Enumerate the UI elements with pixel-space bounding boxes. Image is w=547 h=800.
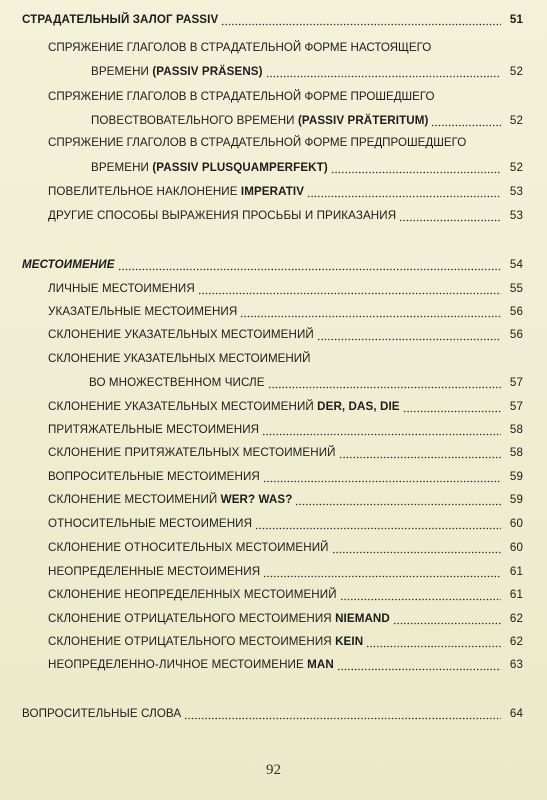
toc-entry-term: KEIN: [335, 635, 364, 648]
dot-leader: [255, 515, 501, 533]
toc-page-number: 53: [509, 209, 523, 222]
toc-entry-imperative: [0, 183, 547, 201]
toc-entry-title: ВОПРОСИТЕЛЬНЫЕ СЛОВА: [22, 707, 182, 720]
dot-leader: [366, 633, 501, 651]
toc-page-number: 58: [509, 423, 523, 436]
toc-page-number: 54: [509, 258, 523, 271]
dot-leader: [339, 444, 501, 462]
toc-entry-title: СПРЯЖЕНИЕ ГЛАГОЛОВ В СТРАДАТЕЛЬНОЙ ФОРМЕ ПРОШЕДШЕГО: [48, 90, 435, 103]
dot-leader: [221, 11, 501, 29]
toc-entry-interrogative-pronouns: [0, 468, 547, 486]
toc-entry-title: ДРУГИЕ СПОСОБЫ ВЫРАЖЕНИЯ ПРОСЬБЫ И ПРИКАЗАНИЯ: [48, 209, 397, 222]
toc-page-number: 52: [509, 114, 523, 127]
toc-entry-man: [0, 656, 547, 674]
toc-entry-term: IMPERATIV: [240, 185, 305, 198]
toc-entry-term: (PASSIV PLUSQUAMPERFEKT): [152, 161, 328, 174]
toc-page-number: 62: [509, 612, 523, 625]
toc-entry-demonstrative-plural: [0, 374, 547, 392]
toc-entry-title: ВО МНОЖЕСТВЕННОМ ЧИСЛЕ: [89, 376, 265, 389]
toc-entry-title: СКЛОНЕНИЕ МЕСТОИМЕНИЙ: [48, 493, 221, 506]
dot-leader: [332, 539, 501, 557]
toc-entry-wer-was: [0, 491, 547, 509]
toc-entry-title: ПОВЕЛИТЕЛЬНОЕ НАКЛОНЕНИЕ: [48, 185, 241, 198]
toc-page-number: 62: [509, 635, 523, 648]
toc-page-number: 57: [509, 400, 523, 413]
toc-entry-title: СПРЯЖЕНИЕ ГЛАГОЛОВ В СТРАДАТЕЛЬНОЙ ФОРМЕ ПРЕДПРОШЕДШЕГО: [48, 136, 467, 149]
toc-entry-term: MAN: [307, 658, 334, 671]
dot-leader: [317, 326, 501, 344]
dot-leader: [331, 159, 501, 177]
toc-entry-present-passive: [0, 63, 547, 81]
dot-leader: [399, 207, 501, 225]
page-number: 92: [266, 762, 281, 778]
toc-entry-title: СКЛОНЕНИЕ УКАЗАТЕЛЬНЫХ МЕСТОИМЕНИЙ: [48, 328, 314, 341]
toc-entry-title: НЕОПРЕДЕЛЕННО-ЛИЧНОЕ МЕСТОИМЕНИЕ: [48, 658, 308, 671]
toc-entry-title: ПРИТЯЖАТЕЛЬНЫЕ МЕСТОИМЕНИЯ: [48, 423, 260, 436]
toc-page-number: 55: [509, 282, 523, 295]
toc-entry-title: СПРЯЖЕНИЕ ГЛАГОЛОВ В СТРАДАТЕЛЬНОЙ ФОРМЕ НАСТОЯЩЕГО: [48, 41, 432, 54]
toc-entry-title: СКЛОНЕНИЕ ПРИТЯЖАТЕЛЬНЫХ МЕСТОИМЕНИЙ: [48, 446, 336, 459]
dot-leader: [118, 256, 501, 274]
dot-leader: [263, 468, 501, 486]
toc-entry-title: СКЛОНЕНИЕ УКАЗАТЕЛЬНЫХ МЕСТОИМЕНИЙ: [48, 352, 311, 365]
toc-entry-title: МЕСТОИМЕНИЕ: [22, 258, 115, 271]
toc-entry-present-passive-line1: [0, 39, 547, 57]
toc-page-number: 59: [509, 493, 523, 506]
dot-leader: [295, 491, 501, 509]
dot-leader: [431, 112, 501, 130]
toc-entry-personal-pronouns: [0, 280, 547, 298]
toc-page-number: 52: [509, 65, 523, 78]
toc-page-number: 64: [509, 707, 523, 720]
dot-leader: [240, 303, 501, 321]
toc-page-number: 60: [509, 517, 523, 530]
toc-entry-title: СКЛОНЕНИЕ ОТРИЦАТЕЛЬНОГО МЕСТОИМЕНИЯ: [48, 612, 336, 625]
toc-entry-term: NIEMAND: [335, 612, 390, 625]
toc-page-number: 57: [509, 376, 523, 389]
toc-entry-niemand: [0, 610, 547, 628]
toc-entry-relative-pronouns: [0, 515, 547, 533]
toc-entry-title: СТРАДАТЕЛЬНЫЙ ЗАЛОГ PASSIV: [22, 13, 219, 26]
toc-page-number: 51: [509, 13, 523, 26]
toc-page-number: 58: [509, 446, 523, 459]
toc-entry-kein: [0, 633, 547, 651]
toc-page-number: 56: [509, 328, 523, 341]
dot-leader: [268, 374, 501, 392]
toc-entry-passive-voice: [0, 11, 547, 29]
toc-entry-demonstrative-declension: [0, 326, 547, 344]
toc-entry-term: (PASSIV PRÄSENS): [152, 65, 263, 78]
toc-entry-preterite-passive-line1: [0, 88, 547, 106]
dot-leader: [263, 563, 501, 581]
toc-page-number: 61: [509, 565, 523, 578]
dot-leader: [393, 610, 501, 628]
toc-entry-title: УКАЗАТЕЛЬНЫЕ МЕСТОИМЕНИЯ: [48, 305, 238, 318]
dot-leader: [262, 421, 501, 439]
toc-entry-plusquamperfect: [0, 159, 547, 177]
toc-entry-demonstrative-pronouns: [0, 303, 547, 321]
toc-entry-title: ВРЕМЕНИ: [91, 161, 153, 174]
toc-entry-title: СКЛОНЕНИЕ НЕОПРЕДЕЛЕННЫХ МЕСТОИМЕНИЙ: [48, 588, 337, 601]
toc-entry-relative-declension: [0, 539, 547, 557]
toc-entry-title: ВРЕМЕНИ: [91, 65, 153, 78]
toc-entry-title: СКЛОНЕНИЕ ОТРИЦАТЕЛЬНОГО МЕСТОИМЕНИЯ: [48, 635, 336, 648]
toc-entry-term: WER? WAS?: [220, 493, 293, 506]
toc-entry-title: НЕОПРЕДЕЛЕННЫЕ МЕСТОИМЕНИЯ: [48, 565, 261, 578]
toc-page-number: 52: [509, 161, 523, 174]
toc-entry-pronoun-chapter: [0, 256, 547, 274]
toc-entry-possessive-pronouns: [0, 421, 547, 439]
toc-entry-title: СКЛОНЕНИЕ УКАЗАТЕЛЬНЫХ МЕСТОИМЕНИЙ: [48, 400, 318, 413]
toc-page-number: 56: [509, 305, 523, 318]
toc-entry-term: (PASSIV PRÄTERITUM): [297, 114, 429, 127]
toc-entry-possessive-declension: [0, 444, 547, 462]
dot-leader: [184, 705, 501, 723]
toc-entry-title: СКЛОНЕНИЕ ОТНОСИТЕЛЬНЫХ МЕСТОИМЕНИЙ: [48, 541, 329, 554]
toc-entry-preterite-passive: [0, 112, 547, 130]
toc-entry-title: ПОВЕСТВОВАТЕЛЬНОГО ВРЕМЕНИ: [91, 114, 298, 127]
toc-entry-indefinite-pronouns: [0, 563, 547, 581]
toc-entry-other-request-forms: [0, 207, 547, 225]
dot-leader: [403, 398, 501, 416]
dot-leader: [340, 586, 501, 604]
toc-entry-demonstrative-plural-line1: [0, 350, 547, 368]
toc-entry-term: DER, DAS, DIE: [317, 400, 400, 413]
toc-entry-indefinite-declension: [0, 586, 547, 604]
toc-entry-title: ЛИЧНЫЕ МЕСТОИМЕНИЯ: [48, 282, 195, 295]
toc-page-number: 59: [509, 470, 523, 483]
toc-entry-question-words: [0, 705, 547, 723]
toc-entry-title: ВОПРОСИТЕЛЬНЫЕ МЕСТОИМЕНИЯ: [48, 470, 260, 483]
dot-leader: [266, 63, 501, 81]
toc-entry-der-das-die: [0, 398, 547, 416]
dot-leader: [337, 656, 501, 674]
toc-entry-plusquamperfect-line1: [0, 134, 547, 152]
toc-entry-title: ОТНОСИТЕЛЬНЫЕ МЕСТОИМЕНИЯ: [48, 517, 253, 530]
toc-page-number: 53: [509, 185, 523, 198]
toc-page-number: 60: [509, 541, 523, 554]
toc-page-number: 63: [509, 658, 523, 671]
toc-page-number: 61: [509, 588, 523, 601]
dot-leader: [307, 183, 501, 201]
dot-leader: [198, 280, 501, 298]
